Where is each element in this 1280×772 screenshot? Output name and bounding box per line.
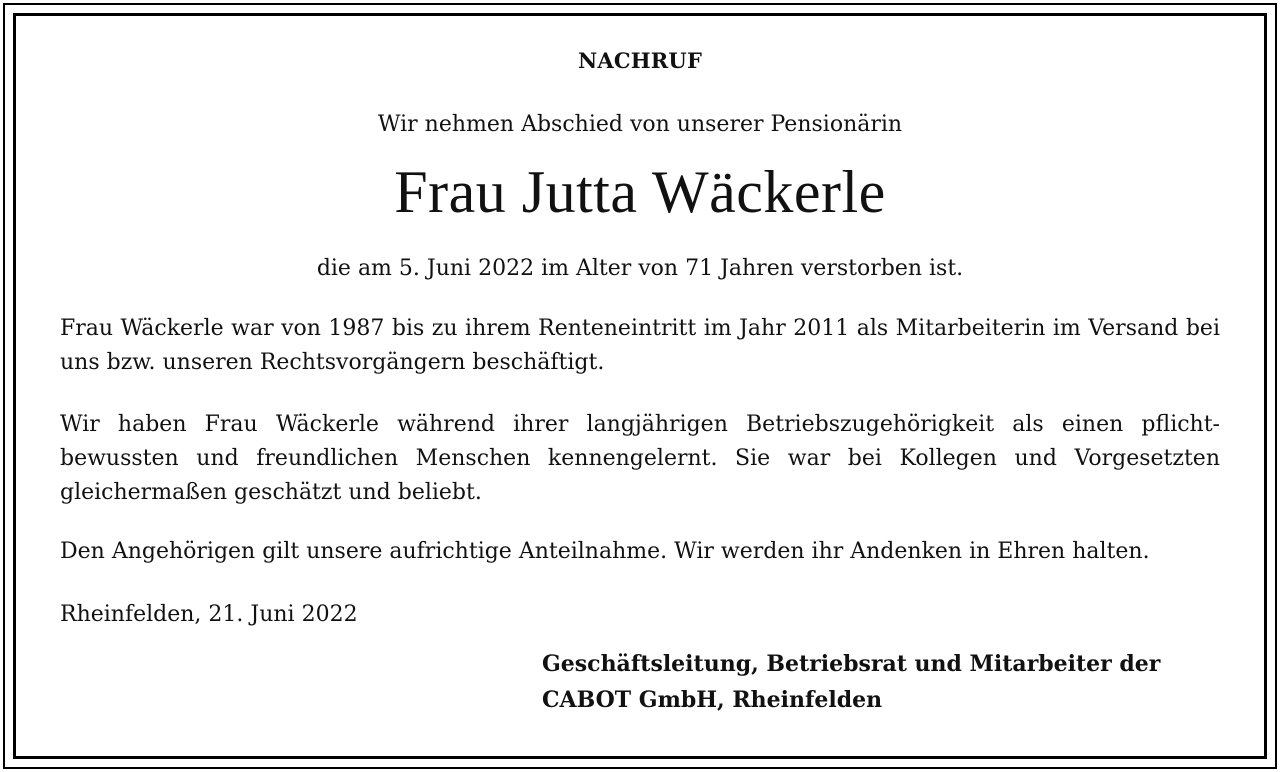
notice-heading: NACHRUF: [577, 48, 703, 73]
place-date: Rheinfelden, 21. Juni 2022: [60, 602, 358, 627]
deceased-name: Frau Jutta Wäckerle: [394, 159, 886, 225]
intro-line: Wir nehmen Abschied von unserer Pensionärin: [377, 112, 903, 137]
paragraph-condolence: Den Angehörigen gilt unsere aufrichtige Anteilnahme. Wir werden ihr Andenken in Ehren halten.: [60, 539, 1150, 564]
signature-line-2: CABOT GmbH, Rheinfelden: [542, 687, 883, 713]
paragraph-employment: Frau Wäckerle war von 1987 bis zu ihrem Renteneintritt im Jahr 2011 als Mitarbeiterin im Versand bei uns bzw. unseren Rechtsvorgängern beschäftigt.: [60, 316, 1220, 375]
death-line: die am 5. Juni 2022 im Alter von 71 Jahren verstorben ist.: [316, 256, 964, 281]
signature-line-1: Geschäftsleitung, Betriebsrat und Mitarbeiter der: [542, 651, 1161, 677]
signature-block: [542, 646, 1160, 718]
paragraph-character: Wir haben Frau Wäckerle während ihrer langjährigen Betriebszugehörigkeit als einen pflicht-bewussten und freundlichen Menschen kennengelernt. Sie war bei Kollegen und Vorgesetzten gleichermaßen geschätzt und beliebt.: [60, 412, 1220, 505]
